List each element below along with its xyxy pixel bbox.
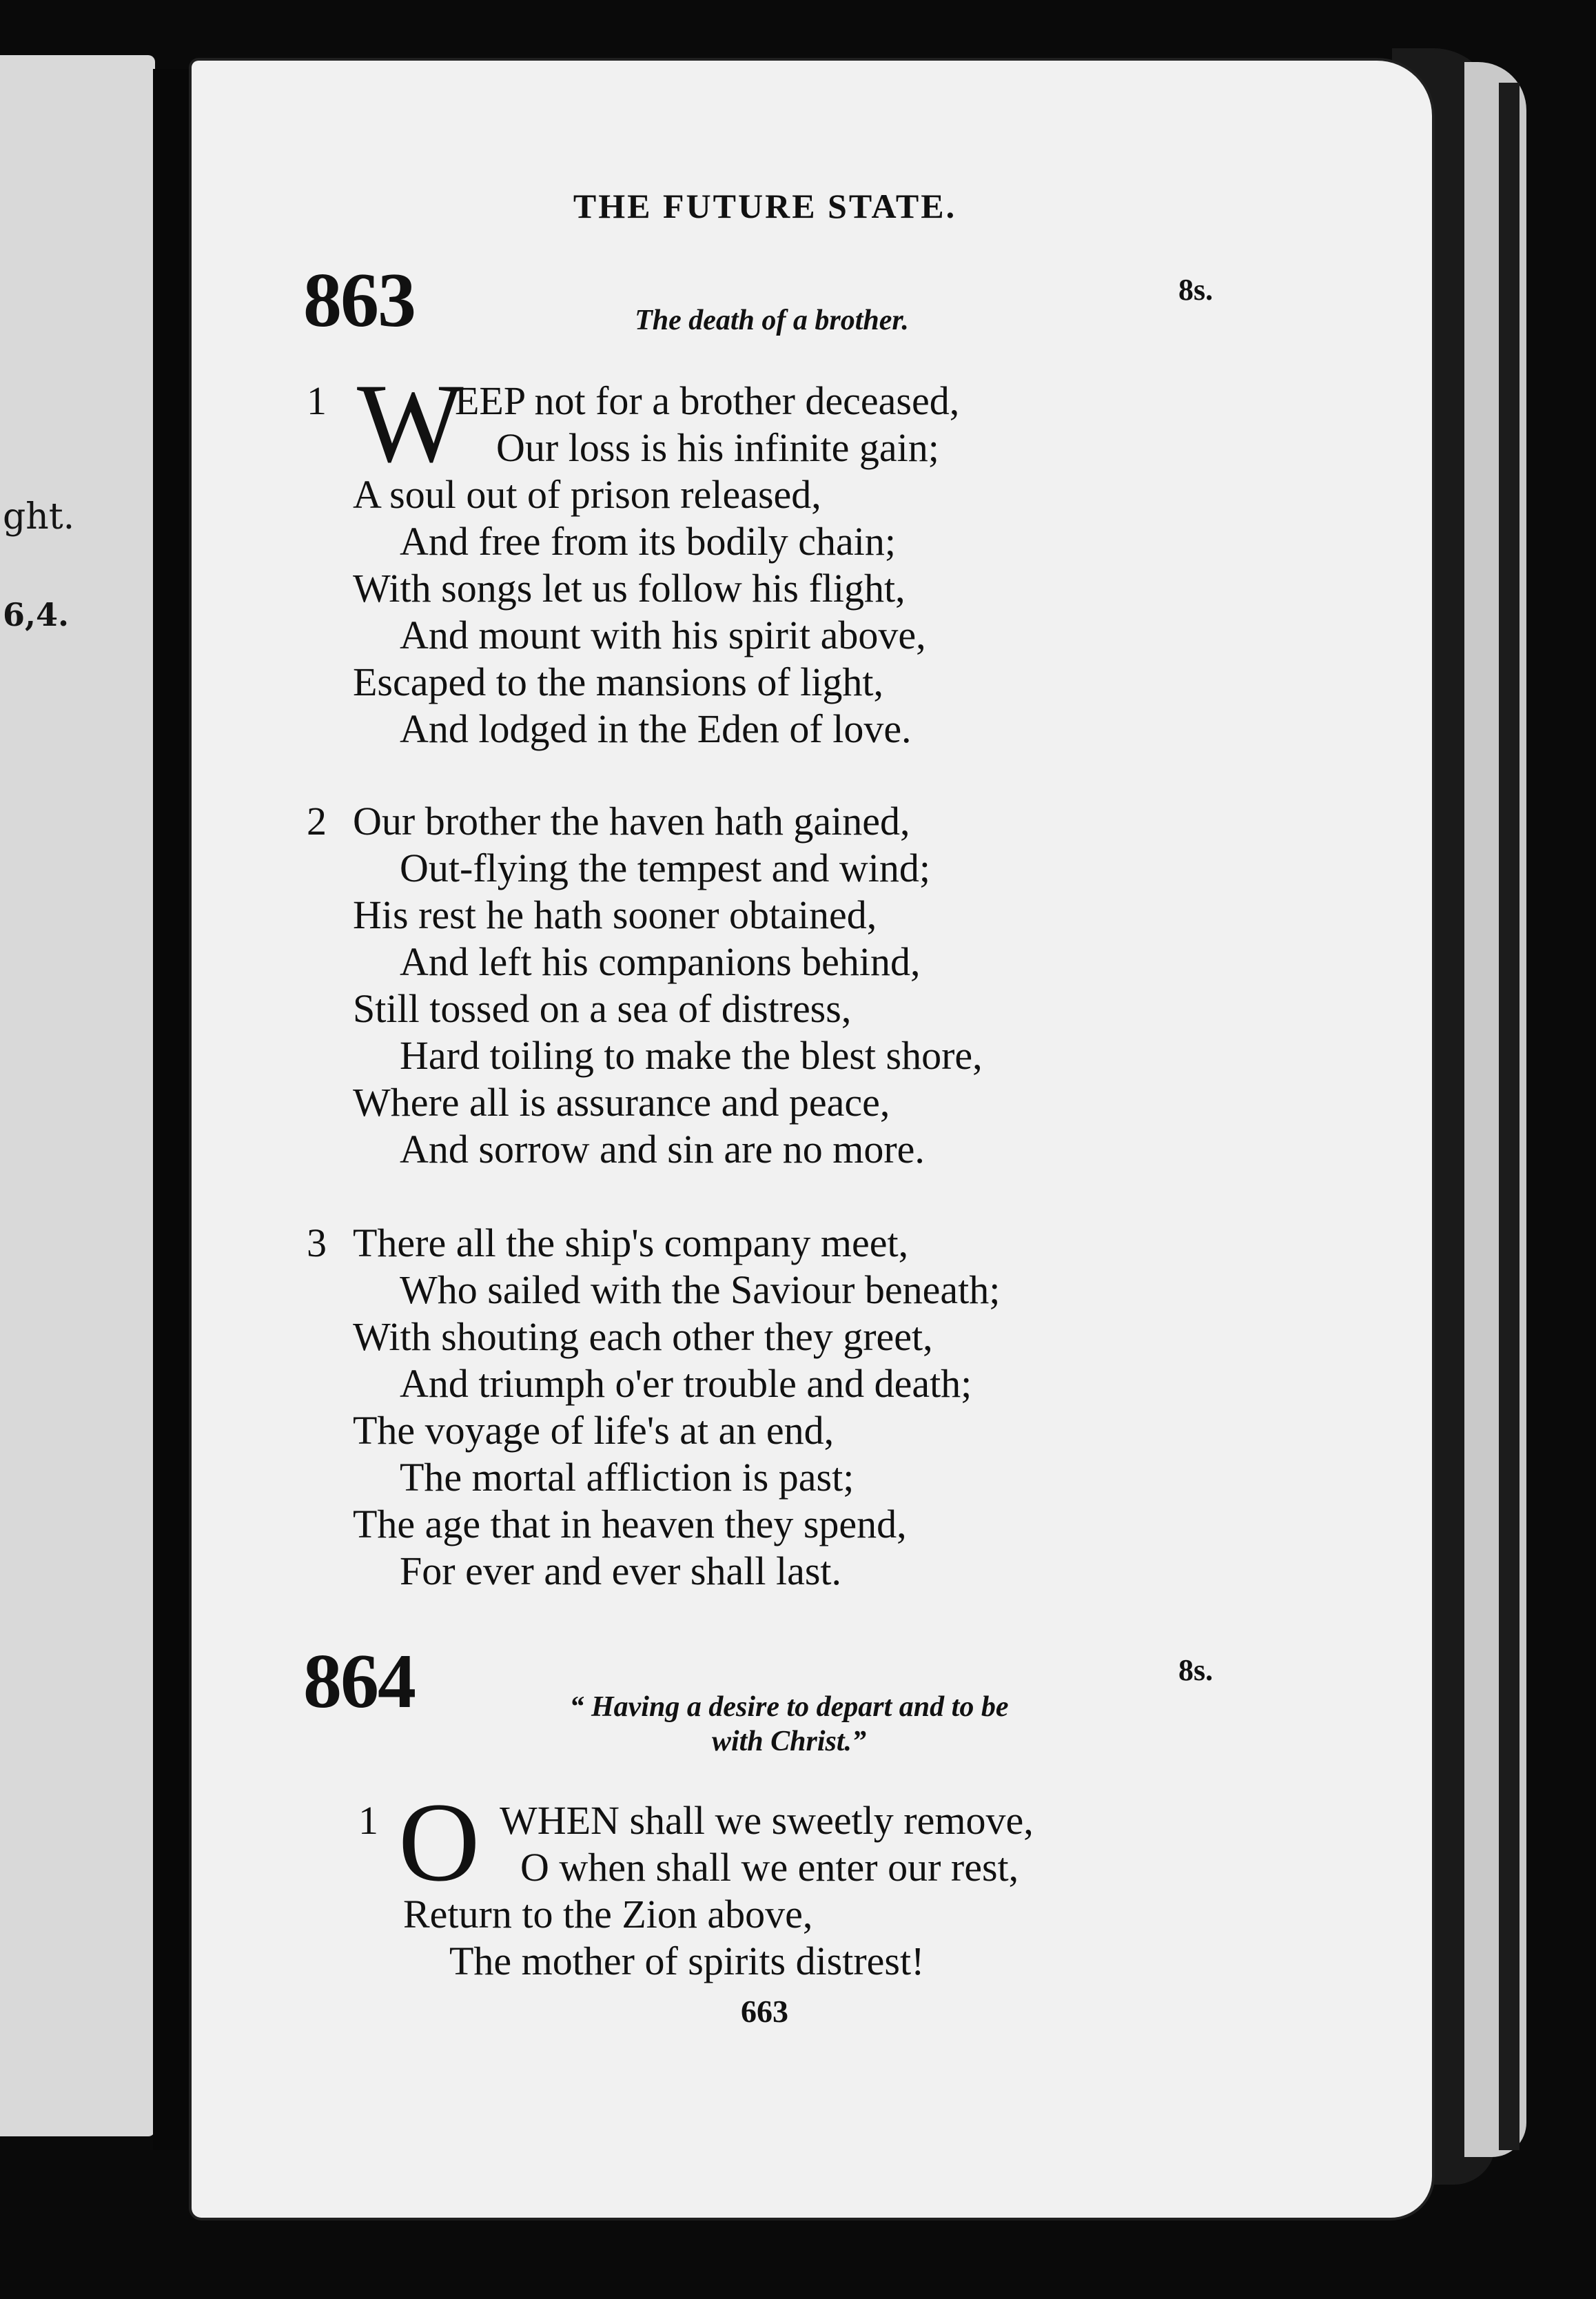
verse-line: And triumph o'er trouble and death;	[400, 1361, 972, 1406]
page-edge	[1499, 83, 1520, 2150]
hymn-number: 864	[303, 1639, 415, 1724]
verse-line: And left his companions behind,	[400, 939, 921, 984]
verse-line: Our brother the haven hath gained,	[353, 799, 910, 844]
verse-number: 1	[307, 378, 327, 423]
hymn-title: “ Having a desire to depart and to be	[569, 1691, 1009, 1723]
verse-line: For ever and ever shall last.	[400, 1549, 842, 1593]
verse-number: 1	[358, 1798, 378, 1843]
left-page-fragment: 6,4.	[3, 596, 70, 633]
verse-line: And sorrow and sin are no more.	[400, 1127, 925, 1172]
verse-line: Where all is assurance and peace,	[353, 1080, 890, 1125]
verse-line: Return to the Zion above,	[403, 1892, 813, 1937]
page-number: 663	[741, 1994, 788, 2029]
left-facing-page	[0, 55, 155, 2136]
verse-line: The age that in heaven they spend,	[353, 1502, 907, 1546]
drop-cap: O	[398, 1780, 480, 1905]
verse-line: With songs let us follow his flight,	[353, 566, 906, 611]
verse-line: And free from its bodily chain;	[400, 519, 896, 564]
verse-line: There all the ship's company meet,	[353, 1220, 909, 1265]
hymn-title: The death of a brother.	[635, 305, 909, 336]
verse-number: 2	[307, 799, 327, 844]
hymn-title: with Christ.”	[711, 1726, 867, 1757]
hymn-meter: 8s.	[1178, 1653, 1214, 1687]
verse-line: WHEN shall we sweetly remove,	[500, 1798, 1034, 1843]
verse-line: A soul out of prison released,	[353, 472, 821, 517]
left-page-fragment: ght.	[3, 496, 75, 538]
verse-number: 3	[307, 1220, 327, 1265]
verse-line: Escaped to the mansions of light,	[353, 660, 883, 704]
book-spine	[153, 69, 189, 2150]
verse-line: Still tossed on a sea of distress,	[353, 986, 852, 1031]
running-header: THE FUTURE STATE.	[573, 187, 957, 225]
verse-line: O when shall we enter our rest,	[520, 1845, 1019, 1890]
verse-line: The voyage of life's at an end,	[353, 1408, 835, 1453]
verse-line: Hard toiling to make the blest shore,	[400, 1033, 983, 1078]
verse-line: And lodged in the Eden of love.	[400, 706, 912, 751]
drop-cap: W	[357, 361, 464, 486]
verse-line: The mortal affliction is past;	[400, 1455, 855, 1500]
hymn-meter: 8s.	[1178, 273, 1214, 307]
verse-line: His rest he hath sooner obtained,	[353, 892, 877, 937]
verse-line: Out-flying the tempest and wind;	[400, 846, 930, 890]
verse-line: The mother of spirits distrest!	[449, 1939, 925, 1983]
hymn-number: 863	[303, 258, 415, 343]
verse-line: Our loss is his infinite gain;	[496, 425, 939, 470]
verse-line: And mount with his spirit above,	[400, 613, 926, 657]
verse-line: EEP not for a brother deceased,	[455, 378, 960, 423]
verse-line: With shouting each other they greet,	[353, 1314, 933, 1359]
verse-line: Who sailed with the Saviour beneath;	[400, 1267, 1001, 1312]
